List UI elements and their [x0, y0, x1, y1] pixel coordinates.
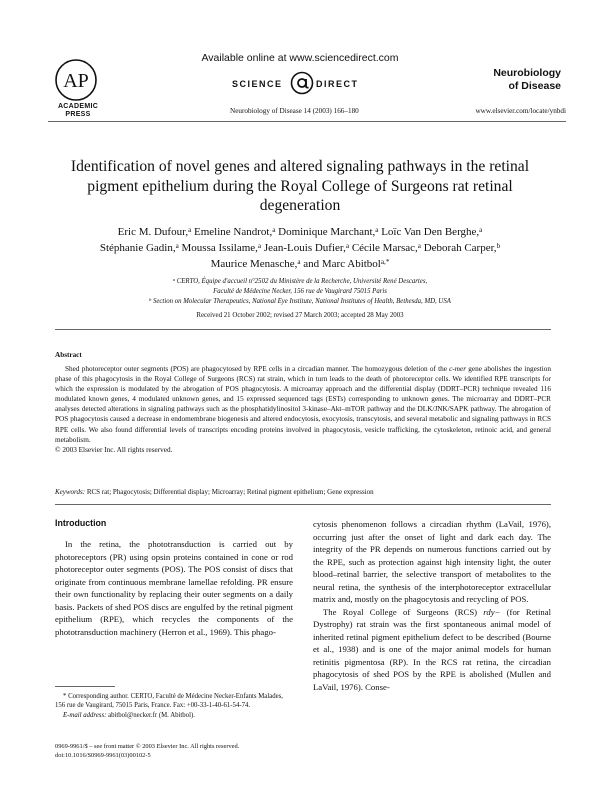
publisher-name: ACADEMIC PRESS	[57, 103, 99, 118]
abstract-top-rule	[55, 329, 551, 330]
keywords: Keywords: RCS rat; Phagocytosis; Differential display; Microarray; Retinal pigment epithelium; Gene expression	[55, 488, 374, 496]
paragraph: In the retina, the phototransduction is carried out by photoreceptors (PR) using opsin proteins contained in cone or rod photoreceptor outer segments (POS). The POS consist of discs that originate from continuous membrane lamellae refolding. PR ensure their own functionality by replacing their outer segments on a daily basis. Packets of shed POS discs are engulfed by the retinal pigment epithelium (RPE), which recycles the components of the phototransduction machinery (Herron et al., 1969). This phago-	[55, 539, 293, 637]
journal-citation: Neurobiology of Disease 14 (2003) 166–180	[230, 107, 359, 115]
author: Cécile Marsac,$^a$	[351, 242, 421, 254]
author: Deborah Carper,$^b$	[423, 242, 501, 254]
author-list	[40, 224, 560, 272]
author: Stéphanie Gadin,$^a$	[99, 242, 179, 254]
author: Maurice Menasche,$^a$	[210, 258, 301, 270]
section-heading: Introduction	[55, 518, 107, 528]
author: Moussa Issilame,$^a$	[181, 242, 262, 254]
author: and Marc Abitbol$^{a,*}$	[303, 258, 390, 270]
sciencedirect-left: SCIENCE	[232, 79, 283, 89]
author: Eric M. Dufour,$^a$	[117, 226, 192, 238]
affiliation-b: $^b$ Section on Molecular Therapeutics, National Eye Institute, National Institutes of Health, Bethesda, MD, USA	[149, 297, 451, 305]
column-left	[55, 538, 293, 638]
academic-press-logo	[54, 58, 98, 102]
abstract-body: Shed photoreceptor outer segments (POS) are phagocytosed by RPE cells in a circadian manner. The homozygous deletion of the c-mer gene abolishes the ingestion phase of this phagocytosis in the Royal College of Surgeons (RCS) rat strain, which in turn leads to the death of photoreceptor cells. We identified RPE transcripts for which the expression is modulated by the abrogation of POS phagocytosis. A microarray approach and the differential display (DDRT–PCR) technique revealed 116 modulated known genes, 4 modulated unknown genes, and 15 expressed sequenced tags (ESTs) corresponding to unknown genes. The microarray and DDRT–PCR analyses detected alterations in signaling pathways such as the phosphatidylinositol 3-kinase–Akt–mTOR pathway and the DLK/JNK/SAPK pathway. The abrogation of POS phagocytosis caused a decrease in endomembrane biogenesis and altered endocytosis, exocytosis, transcytosis, and several metabolic and signaling pathways in RCS RPE cells. We also found differential levels of transcripts encoding proteins involved in phagocytosis, vesicle trafficking, the cytoskeleton, retinoic acid, and general metabolism. © 2003 Elsevier Inc. All rights reserved.	[55, 365, 551, 454]
footnote: * Corresponding author. CERTO, Faculté de Médecine Necker-Enfants Malades, 156 rue de Vaugirard, 75015 Paris, France. Fax: +00-33-1-40-61-54-74. E-mail address: abitbol@necker.fr (M. Abitbol).	[55, 693, 283, 719]
author: Emeline Nandrot,$^a$	[194, 226, 276, 238]
article-title: Identification of novel genes and altered signaling pathways in the retinal pigment epithelium during the Royal College of Surgeons rat retinal degeneration	[70, 158, 530, 214]
footnote-rule	[55, 686, 115, 687]
journal-name: Neurobiology of Disease	[493, 67, 561, 92]
received-dates: Received 21 October 2002; revised 27 March 2003; accepted 28 May 2003	[196, 312, 404, 319]
abstract-bottom-rule	[55, 504, 551, 505]
sciencedirect-logo	[232, 71, 372, 97]
journal-url: www.elsevier.com/locate/ynbdi	[475, 107, 566, 115]
at-symbol-icon	[290, 71, 314, 95]
page-footer: 0969-9961/$ – see front matter © 2003 Elsevier Inc. All rights reserved. doi:10.1016/S0969-9961(03)00102-5	[55, 743, 240, 759]
author: Jean-Louis Dufier,$^a$	[263, 242, 350, 254]
logo-text: AP	[63, 70, 89, 92]
author: Loïc Van Den Berghe,$^a$	[381, 226, 483, 238]
paragraph: cytosis phenomenon follows a circadian rhythm (LaVail, 1976), occurring just after the onset of light and dark each day. The integrity of the PR depends on numerous functions carried out by the RPE, such as protection against high intensity light, the outer blood–retinal barrier, the selective transport of metabolites to the neural retina, the synthesis of the interphotoreceptor extracellular matrix and, mostly on the phagocytosis and recycling of POS.	[313, 519, 551, 604]
affiliation-a: $^a$ CERTO, Équipe d'accueil n°2502 du Ministère de la Recherche, Université René Descartes, Faculté de Médecine Necker, 156 rue de Vaugirard 75015 Paris	[172, 277, 428, 295]
abstract-heading: Abstract	[55, 351, 82, 359]
author: Dominique Marchant,$^a$	[278, 226, 379, 238]
available-online: Available online at www.sciencedirect.com	[201, 52, 399, 64]
column-right	[313, 518, 551, 693]
paragraph: The Royal College of Surgeons (RCS) rdy− (for Retinal Dystrophy) rat strain was the first spontaneous animal model of inherited retinal pigment epithelium defect to be described (Bourne et al., 1938) and is one of the major animal models for human retinitis pigmentosa (RP). In the RCS rat retina, the circadian phagocytosis of shed POS by the RPE is abolished (Mullen and LaVail, 1976). Conse-	[313, 606, 552, 692]
copyright: © 2003 Elsevier Inc. All rights reserved.	[55, 445, 173, 454]
header-rule	[48, 121, 566, 122]
sciencedirect-right: DIRECT	[316, 79, 359, 89]
